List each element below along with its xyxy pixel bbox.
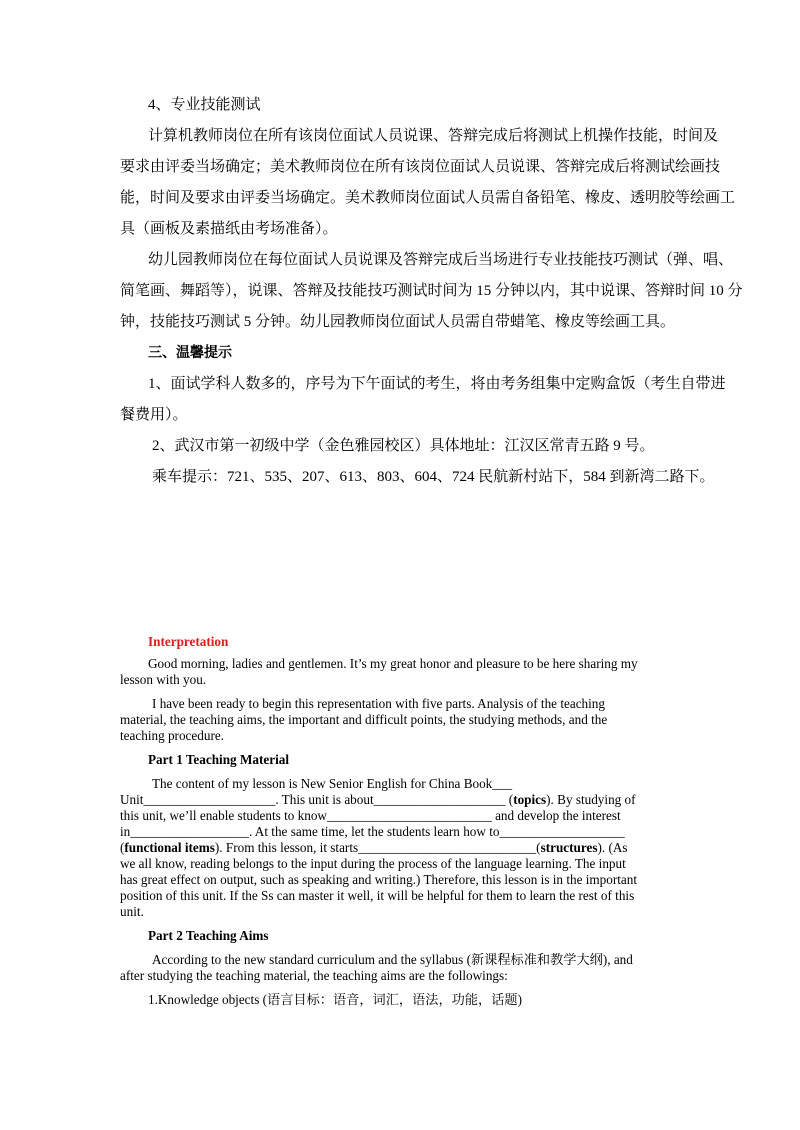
section-heading-skill-test: 4、专业技能测试 — [148, 97, 261, 113]
paragraph-line: According to the new standard curriculum and the syllabus (新课程标准和教学大纲), and — [152, 952, 633, 967]
part1-heading: Part 1 Teaching Material — [148, 752, 290, 767]
chinese-notice-section — [120, 95, 743, 488]
knowledge-objects-line: 1.Knowledge objects (语言目标：语音，词汇，语法，功能，话题) — [148, 992, 522, 1007]
paragraph-line: 钟，技能技巧测试 5 分钟。幼儿园教师岗位面试人员需自带蜡笔、橡皮等绘画工具。 — [120, 314, 676, 330]
paragraph-line: Good morning, ladies and gentlemen. It’s my great honor and pleasure to be here sharing my — [148, 656, 638, 671]
paragraph-line: (functional items). From this lesson, it starts___________________________(structures). (As — [120, 840, 628, 855]
paragraph-line: this unit, we’ll enable students to know_________________________ and develop the interest — [120, 808, 621, 823]
paragraph-line: material, the teaching aims, the important and difficult points, the studying methods, and the — [120, 712, 608, 727]
paragraph-line: lesson with you. — [120, 672, 207, 687]
paragraph-line: I have been ready to begin this representation with five parts. Analysis of the teaching — [152, 696, 605, 711]
paragraph-line: position of this unit. If the Ss can master it well, it will be helpful for them to learn the rest of this — [120, 888, 635, 903]
paragraph-line: unit. — [120, 904, 144, 919]
address-line: 2、武汉市第一初级中学（金色雅园校区）具体地址：江汉区常青五路 9 号。 — [152, 438, 655, 454]
english-lesson-section — [120, 634, 680, 1008]
section-heading-tips: 三、温馨提示 — [148, 345, 232, 361]
bus-route-line: 乘车提示：721、535、207、613、803、604、724 民航新村站下，584 到新湾二路下。 — [152, 469, 715, 485]
paragraph-line: 餐费用）。 — [120, 407, 188, 423]
paragraph-line: teaching procedure. — [120, 728, 224, 743]
paragraph-line: has great effect on output, such as speaking and writing.) Therefore, this lesson is in the important — [120, 872, 637, 887]
paragraph-line: 要求由评委当场确定；美术教师岗位在所有该岗位面试人员说课、答辩完成后将测试绘画技 — [120, 159, 721, 175]
paragraph-line: 1、面试学科人数多的，序号为下午面试的考生，将由考务组集中定购盒饭（考生自带进 — [148, 376, 726, 392]
section-title: Interpretation — [148, 634, 229, 649]
paragraph-line: after studying the teaching material, the teaching aims are the followings: — [120, 968, 508, 983]
paragraph-line: The content of my lesson is New Senior English for China Book___ — [152, 776, 513, 791]
paragraph-line: Unit____________________. This unit is about____________________ (topics). By studying of — [120, 792, 636, 807]
paragraph-line: we all know, reading belongs to the input during the process of the language learning. The input — [120, 856, 626, 871]
paragraph-line: 计算机教师岗位在所有该岗位面试人员说课、答辩完成后将测试上机操作技能，时间及 — [148, 128, 719, 144]
paragraph-line: 具（画板及素描纸由考场准备）。 — [120, 221, 338, 237]
paragraph-line: in__________________. At the same time, let the students learn how to___________________ — [120, 824, 625, 839]
paragraph-line: 幼儿园教师岗位在每位面试人员说课及答辩完成后当场进行专业技能技巧测试（弹、唱、 — [148, 252, 734, 268]
paragraph-line: 能，时间及要求由评委当场确定。美术教师岗位面试人员需自备铅笔、橡皮、透明胶等绘画工 — [120, 190, 736, 206]
paragraph-line: 简笔画、舞蹈等），说课、答辩及技能技巧测试时间为 15 分钟以内，其中说课、答辩时间 10 分 — [120, 283, 743, 299]
part2-heading: Part 2 Teaching Aims — [148, 928, 269, 943]
